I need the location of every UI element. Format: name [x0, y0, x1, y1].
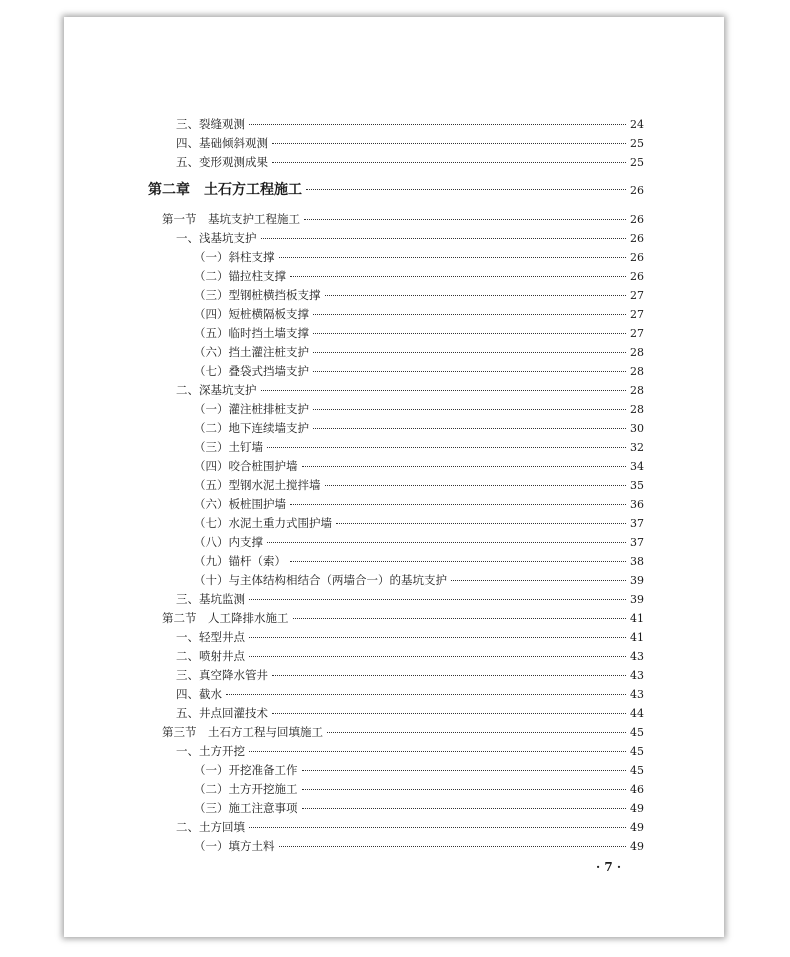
toc-entry-page: 24 — [630, 118, 644, 131]
dot-leader — [249, 589, 626, 600]
dot-leader — [249, 817, 626, 828]
toc-entry-page: 43 — [630, 688, 644, 701]
toc-entry-title: 三、裂缝观测 — [176, 117, 245, 131]
toc-entry-page: 49 — [630, 840, 644, 853]
toc-entry-title: 一、浅基坑支护 — [176, 231, 257, 245]
dot-leader — [279, 247, 627, 258]
toc-entry-title: 二、深基坑支护 — [176, 383, 257, 397]
toc-entry — [194, 459, 644, 475]
toc-entry-title: 四、截水 — [176, 687, 222, 701]
toc-entry — [148, 183, 644, 201]
toc-entry-title: 三、真空降水管井 — [176, 668, 268, 682]
toc-entry-page: 45 — [630, 745, 644, 758]
toc-entry — [194, 516, 644, 532]
toc-entry-title: （六）挡土灌注桩支护 — [194, 345, 309, 359]
toc-entry-title: 一、土方开挖 — [176, 744, 245, 758]
toc-entry — [176, 820, 644, 836]
toc-entry — [194, 250, 644, 266]
toc-entry-title: （八）内支撑 — [194, 535, 263, 549]
toc-entry-title: （一）斜柱支撑 — [194, 250, 275, 264]
toc-entry-title: （十）与主体结构相结合（两墙合一）的基坑支护 — [194, 573, 447, 587]
document-page — [64, 17, 724, 937]
toc-entry-title: 四、基础倾斜观测 — [176, 136, 268, 150]
toc-entry-page: 27 — [630, 327, 644, 340]
toc-entry-title: （三）型钢桩横挡板支撑 — [194, 288, 321, 302]
dot-leader — [290, 266, 626, 277]
dot-leader — [249, 114, 626, 125]
toc-entry-page: 35 — [630, 479, 644, 492]
dot-leader — [302, 779, 627, 790]
toc-entry — [194, 497, 644, 513]
toc-entry — [194, 535, 644, 551]
toc-entry-page: 37 — [630, 536, 644, 549]
dot-leader — [261, 380, 627, 391]
toc-entry-page: 39 — [630, 593, 644, 606]
dot-leader — [304, 209, 626, 220]
dot-leader — [313, 418, 626, 429]
dot-leader — [279, 836, 627, 847]
toc-entry-page: 26 — [630, 232, 644, 245]
toc-entry-page: 37 — [630, 517, 644, 530]
toc-entry-title: 第一节 基坑支护工程施工 — [162, 212, 300, 226]
toc-entry — [194, 839, 644, 855]
toc-entry-title: 五、井点回灌技术 — [176, 706, 268, 720]
toc-entry-title: （九）锚杆（索） — [194, 554, 286, 568]
dot-leader — [302, 456, 627, 467]
toc-entry-title: （三）土钉墙 — [194, 440, 263, 454]
toc-entry — [176, 649, 644, 665]
dot-leader — [451, 570, 626, 581]
toc-entry — [176, 668, 644, 684]
toc-entry-title: 三、基坑监测 — [176, 592, 245, 606]
toc-entry-page: 38 — [630, 555, 644, 568]
toc-entry — [176, 136, 644, 152]
toc-entry-page: 41 — [630, 631, 644, 644]
toc-entry-page: 41 — [630, 612, 644, 625]
toc-entry — [194, 402, 644, 418]
toc-entry-title: 第二节 人工降排水施工 — [162, 611, 289, 625]
toc-entry-title: 一、轻型井点 — [176, 630, 245, 644]
dot-leader — [325, 285, 627, 296]
dot-leader — [313, 342, 626, 353]
toc-entry-page: 25 — [630, 137, 644, 150]
toc-entry-title: （七）水泥土重力式围护墙 — [194, 516, 332, 530]
toc-entry — [162, 611, 644, 627]
dot-leader — [336, 513, 626, 524]
toc-entry-page: 44 — [630, 707, 644, 720]
toc-entry-page: 46 — [630, 783, 644, 796]
toc-entry-page: 45 — [630, 764, 644, 777]
toc-entry-page: 45 — [630, 726, 644, 739]
toc-entry-page: 34 — [630, 460, 644, 473]
toc-entry-page: 49 — [630, 802, 644, 815]
toc-entry-page: 27 — [630, 289, 644, 302]
toc-entry-title: （二）土方开挖施工 — [194, 782, 298, 796]
toc-entry — [162, 725, 644, 741]
dot-leader — [327, 722, 626, 733]
dot-leader — [272, 665, 626, 676]
toc-entry — [194, 573, 644, 589]
toc-entry-page: 43 — [630, 650, 644, 663]
toc-entry-page: 30 — [630, 422, 644, 435]
toc-entry — [194, 782, 644, 798]
toc-entry-title: （一）填方土料 — [194, 839, 275, 853]
toc-entry — [176, 383, 644, 399]
toc-entry-title: 二、喷射井点 — [176, 649, 245, 663]
dot-leader — [272, 152, 626, 163]
toc-entry — [194, 288, 644, 304]
dot-leader — [302, 798, 627, 809]
toc-entry-page: 43 — [630, 669, 644, 682]
dot-leader — [313, 399, 626, 410]
toc-entry-page: 26 — [630, 251, 644, 264]
dot-leader — [293, 608, 627, 619]
toc-entry-title: （二）地下连续墙支护 — [194, 421, 309, 435]
toc-entry-title: （四）咬合桩围护墙 — [194, 459, 298, 473]
toc-entry-title: 第三节 土石方工程与回填施工 — [162, 725, 323, 739]
toc-entry — [194, 440, 644, 456]
dot-leader — [325, 475, 627, 486]
dot-leader — [249, 627, 626, 638]
toc-entry — [176, 592, 644, 608]
toc-entry-title: （一）开挖准备工作 — [194, 763, 298, 777]
dot-leader — [249, 741, 626, 752]
toc-entry — [176, 744, 644, 760]
dot-leader — [290, 551, 626, 562]
toc-entry-page: 26 — [630, 213, 644, 226]
dot-leader — [267, 532, 626, 543]
dot-leader — [249, 646, 626, 657]
dot-leader — [226, 684, 626, 695]
toc-entry — [194, 554, 644, 570]
toc-entry-page: 25 — [630, 156, 644, 169]
toc-entry — [176, 155, 644, 171]
toc-entry-page: 26 — [630, 270, 644, 283]
toc-entry — [194, 307, 644, 323]
toc-entry — [176, 630, 644, 646]
toc-entry-page: 28 — [630, 384, 644, 397]
toc-entry — [162, 212, 644, 228]
dot-leader — [313, 323, 626, 334]
toc-entry-page: 27 — [630, 308, 644, 321]
toc-entry — [194, 269, 644, 285]
toc-entry-title: （四）短桩横隔板支撑 — [194, 307, 309, 321]
toc-entry-title: （一）灌注桩排桩支护 — [194, 402, 309, 416]
toc-entry-title: （二）锚拉柱支撑 — [194, 269, 286, 283]
toc-entry-page: 36 — [630, 498, 644, 511]
dot-leader — [302, 760, 627, 771]
toc-entry — [194, 364, 644, 380]
toc-entry — [176, 687, 644, 703]
toc-entry — [194, 478, 644, 494]
toc-entry — [194, 763, 644, 779]
toc-entry-title: 第二章 土石方工程施工 — [148, 182, 302, 198]
dot-leader — [267, 437, 626, 448]
toc-entry-page: 28 — [630, 346, 644, 359]
dot-leader — [261, 228, 627, 239]
dot-leader — [290, 494, 626, 505]
toc-entry — [176, 706, 644, 722]
toc-entry — [194, 801, 644, 817]
dot-leader — [306, 179, 626, 190]
toc-entry-page: 28 — [630, 403, 644, 416]
toc-entry-page: 32 — [630, 441, 644, 454]
toc-entry — [194, 421, 644, 437]
toc-entry-title: （五）型钢水泥土搅拌墙 — [194, 478, 321, 492]
toc-entry — [194, 326, 644, 342]
toc-entry-title: 二、土方回填 — [176, 820, 245, 834]
toc-entry — [176, 117, 644, 133]
toc-entry-page: 28 — [630, 365, 644, 378]
toc-entry-title: （三）施工注意事项 — [194, 801, 298, 815]
dot-leader — [313, 304, 626, 315]
toc-entry-title: （六）板桩围护墙 — [194, 497, 286, 511]
dot-leader — [313, 361, 626, 372]
toc-entry-title: （五）临时挡土墙支撑 — [194, 326, 309, 340]
page-number: · 7 · — [596, 860, 622, 874]
toc-entry — [194, 345, 644, 361]
dot-leader — [272, 133, 626, 144]
dot-leader — [272, 703, 626, 714]
toc-entry-title: 五、变形观测成果 — [176, 155, 268, 169]
toc-entry-page: 49 — [630, 821, 644, 834]
toc-entry-title: （七）叠袋式挡墙支护 — [194, 364, 309, 378]
toc-entry-page: 39 — [630, 574, 644, 587]
toc-entry-page: 26 — [630, 184, 644, 197]
toc-entry — [176, 231, 644, 247]
